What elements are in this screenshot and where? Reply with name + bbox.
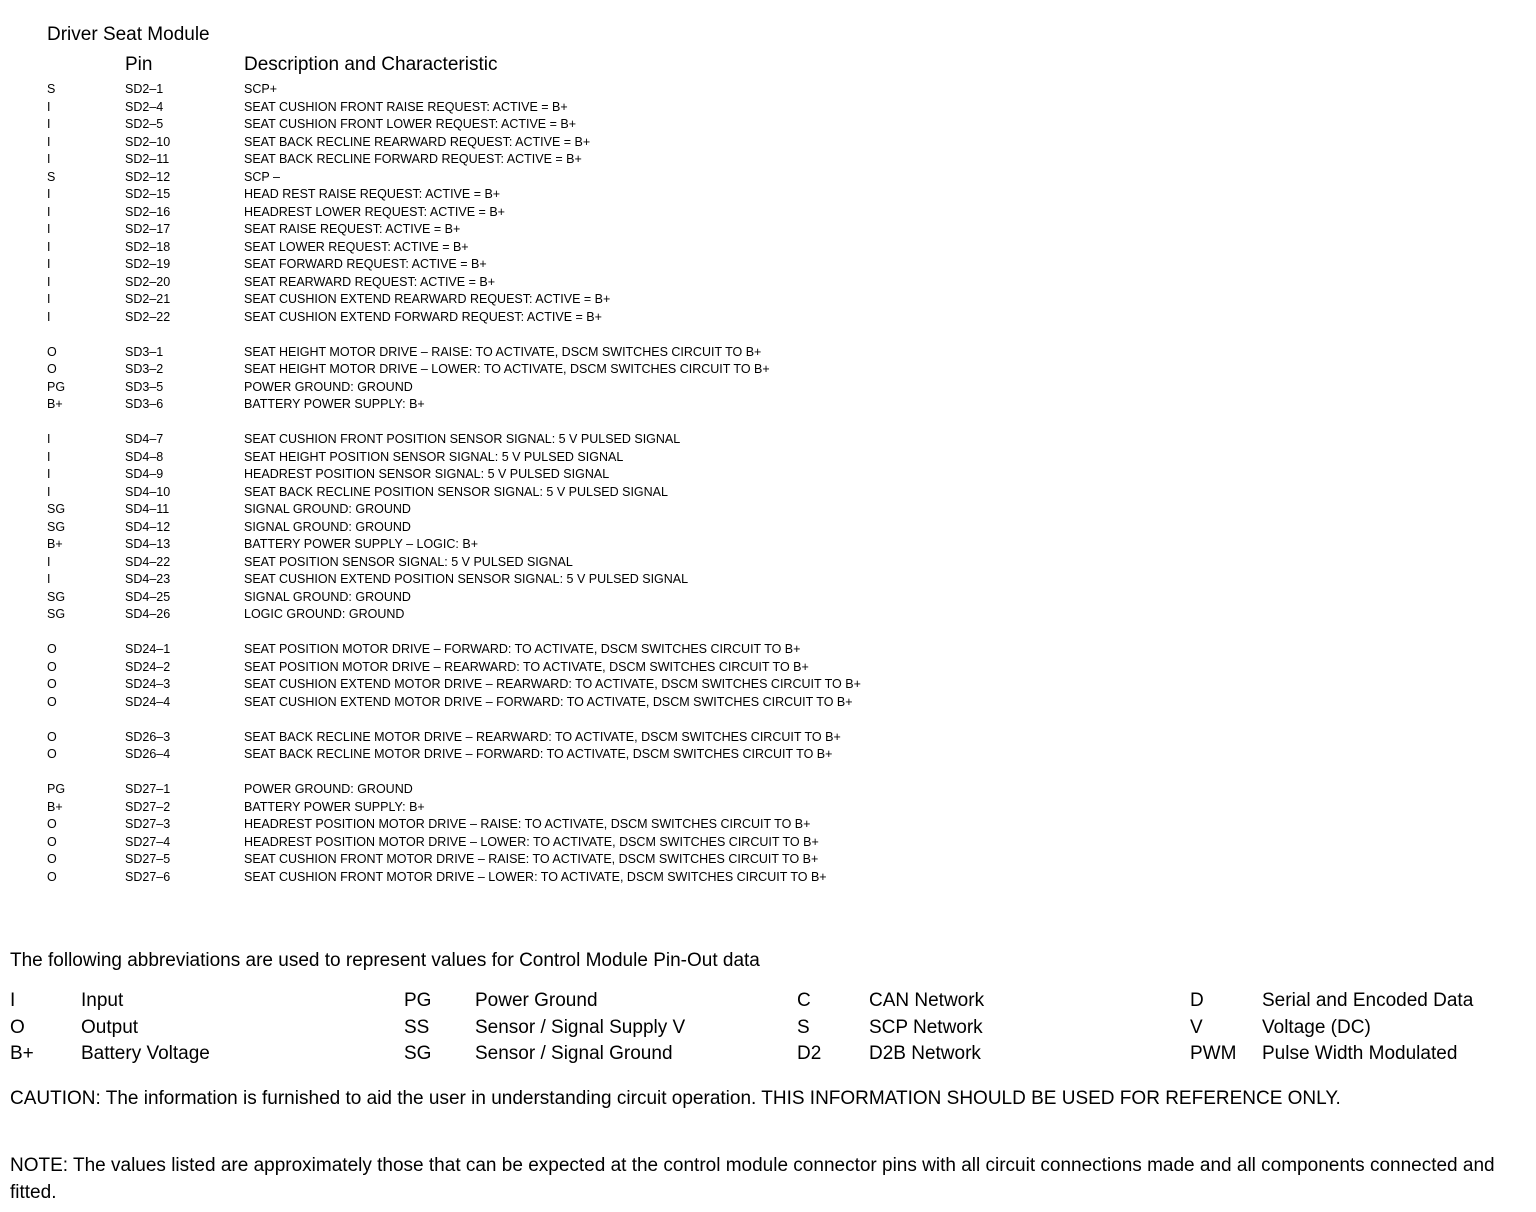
abbreviation-code: C [797,990,811,1011]
pin-id: SD4–23 [125,572,171,586]
pin-description: SEAT REARWARD REQUEST: ACTIVE = B+ [244,274,495,289]
pin-description: SEAT LOWER REQUEST: ACTIVE = B+ [244,239,469,254]
pin-type: O [47,869,57,884]
pin-type: PG [47,782,66,796]
abbreviation-meaning: Sensor / Signal Supply V [475,1016,686,1038]
abbreviation-meaning: Serial and Encoded Data [1262,990,1474,1011]
pin-row [47,151,1047,169]
pin-row [47,291,1047,309]
pin-type: I [47,239,51,254]
abbreviation-code: SG [404,1043,432,1064]
pin-type: I [47,117,51,131]
pin-id: SD4–26 [125,607,171,621]
abbreviations-title: The following abbreviations are used to represent values for Control Module Pin-Out data [10,950,760,971]
abbreviation-meaning: Voltage (DC) [1262,1016,1371,1038]
pin-id: SD2–17 [125,222,171,236]
pin-id: SD2–20 [125,274,171,289]
pin-row [47,116,1047,134]
pin-row [47,344,1047,362]
pin-type: I [47,204,51,219]
pin-row [47,169,1047,187]
abbreviation-code: V [1190,1016,1203,1038]
pin-id: SD27–1 [125,782,171,796]
pin-description: SEAT BACK RECLINE MOTOR DRIVE – FORWARD: TO ACTIVATE, DSCM SWITCHES CIRCUIT TO B+ [244,747,833,761]
pin-group [47,729,1047,764]
pin-id: SD2–19 [125,257,171,271]
pin-description: SEAT BACK RECLINE POSITION SENSOR SIGNAL: 5 V PULSED SIGNAL [244,484,668,499]
pin-id: SD4–22 [125,554,171,569]
pin-group [47,81,1047,326]
pin-row [47,186,1047,204]
pin-description: SIGNAL GROUND: GROUND [244,589,411,604]
pin-id: SD3–2 [125,362,164,376]
pin-row [47,396,1047,414]
abbreviation-row [10,988,1530,1015]
pin-id: SD4–12 [125,519,171,534]
pin-id: SD2–11 [125,152,170,166]
pin-description: SEAT BACK RECLINE REARWARD REQUEST: ACTIVE = B+ [244,134,591,149]
pin-id: SD26–4 [125,747,171,761]
pin-description: SEAT BACK RECLINE MOTOR DRIVE – REARWARD: TO ACTIVATE, DSCM SWITCHES CIRCUIT TO B+ [244,729,841,744]
pin-row [47,309,1047,327]
abbreviation-meaning: SCP Network [869,1016,983,1038]
pin-row [47,851,1047,869]
abbreviation-meaning: CAN Network [869,990,985,1011]
pin-row [47,239,1047,257]
pin-row [47,659,1047,677]
abbreviation-code: B+ [10,1043,34,1064]
pin-row [47,816,1047,834]
pin-type: O [47,362,57,376]
pin-id: SD2–12 [125,169,171,184]
pin-id: SD2–4 [125,99,164,114]
pin-type: SG [47,502,66,516]
pin-type: O [47,747,57,761]
pin-row [47,256,1047,274]
pin-description: SEAT RAISE REQUEST: ACTIVE = B+ [244,222,461,236]
pin-type: O [47,852,57,866]
pin-type: O [47,642,57,656]
abbreviation-code: D2 [797,1043,822,1064]
pin-id: SD2–22 [125,309,171,324]
pin-id: SD27–3 [125,817,171,831]
pin-type: I [47,187,51,201]
pin-description: SIGNAL GROUND: GROUND [244,519,411,534]
pin-description: BATTERY POWER SUPPLY – LOGIC: B+ [244,537,478,551]
pin-type: I [47,309,51,324]
pin-id: SD27–4 [125,834,171,849]
pin-row [47,869,1047,887]
pin-type: PG [47,379,66,394]
pin-id: SD4–9 [125,467,164,481]
pin-description: BATTERY POWER SUPPLY: B+ [244,397,425,411]
abbreviation-code: PWM [1190,1043,1237,1064]
pin-type: O [47,817,57,831]
pin-row [47,729,1047,747]
pin-row [47,589,1047,607]
pin-id: SD24–1 [125,642,171,656]
pin-type: O [47,344,57,359]
pin-group [47,344,1047,414]
pin-description: SIGNAL GROUND: GROUND [244,502,411,516]
abbreviation-meaning: D2B Network [869,1043,981,1064]
pin-description: POWER GROUND: GROUND [244,782,413,796]
pin-description: SEAT CUSHION EXTEND MOTOR DRIVE – FORWARD: TO ACTIVATE, DSCM SWITCHES CIRCUIT TO B+ [244,694,853,709]
pin-row [47,361,1047,379]
pin-id: SD3–6 [125,397,164,411]
pin-description: SEAT HEIGHT MOTOR DRIVE – LOWER: TO ACTIVATE, DSCM SWITCHES CIRCUIT TO B+ [244,362,770,376]
pin-row [47,379,1047,397]
pin-row [47,501,1047,519]
abbreviation-meaning: Sensor / Signal Ground [475,1043,673,1064]
pin-row [47,431,1047,449]
pin-id: SD26–3 [125,729,171,744]
pin-description: SEAT CUSHION EXTEND MOTOR DRIVE – REARWARD: TO ACTIVATE, DSCM SWITCHES CIRCUIT TO B+ [244,677,861,691]
abbreviation-meaning: Input [81,990,124,1011]
pin-row [47,466,1047,484]
pin-description: SCP+ [244,82,278,96]
pin-id: SD24–4 [125,694,171,709]
pin-row [47,746,1047,764]
pin-id: SD2–10 [125,134,171,149]
pin-description: SEAT CUSHION EXTEND FORWARD REQUEST: ACTIVE = B+ [244,309,602,324]
pin-description: SEAT CUSHION FRONT LOWER REQUEST: ACTIVE = B+ [244,117,577,131]
pin-type: B+ [47,537,63,551]
pin-description: HEADREST POSITION MOTOR DRIVE – RAISE: TO ACTIVATE, DSCM SWITCHES CIRCUIT TO B+ [244,817,811,831]
pin-type: SG [47,607,66,621]
pin-type: O [47,729,57,744]
pin-id: SD4–8 [125,449,164,464]
pin-id: SD4–11 [125,502,170,516]
pin-row [47,694,1047,712]
pin-type: I [47,572,51,586]
pin-row [47,676,1047,694]
pin-description: HEADREST POSITION SENSOR SIGNAL: 5 V PULSED SIGNAL [244,467,610,481]
pin-group [47,781,1047,886]
pin-id: SD2–16 [125,204,171,219]
pin-type: O [47,659,57,674]
pin-description: SEAT CUSHION FRONT RAISE REQUEST: ACTIVE = B+ [244,99,568,114]
pin-type: I [47,467,51,481]
pin-description: SEAT POSITION MOTOR DRIVE – FORWARD: TO ACTIVATE, DSCM SWITCHES CIRCUIT TO B+ [244,642,801,656]
pin-type: S [47,82,56,96]
pin-type: I [47,554,51,569]
abbreviation-meaning: Battery Voltage [81,1043,210,1064]
pin-description: HEADREST POSITION MOTOR DRIVE – LOWER: TO ACTIVATE, DSCM SWITCHES CIRCUIT TO B+ [244,834,819,849]
pin-row [47,484,1047,502]
pin-type: I [47,99,51,114]
pin-description: LOGIC GROUND: GROUND [244,607,405,621]
pin-id: SD24–3 [125,677,171,691]
pin-type: I [47,152,51,166]
pin-type: SG [47,589,66,604]
abbreviation-code: D [1190,990,1204,1011]
pin-type: I [47,484,51,499]
pin-row [47,799,1047,817]
pin-type: I [47,222,51,236]
pin-row [47,204,1047,222]
pin-description: SEAT CUSHION FRONT MOTOR DRIVE – RAISE: TO ACTIVATE, DSCM SWITCHES CIRCUIT TO B+ [244,852,819,866]
pin-id: SD2–18 [125,239,171,254]
pin-description: SEAT CUSHION EXTEND POSITION SENSOR SIGNAL: 5 V PULSED SIGNAL [244,572,689,586]
pin-row [47,81,1047,99]
module-title: Driver Seat Module [47,24,210,45]
abbreviation-code: O [10,1016,25,1038]
abbreviation-code: S [797,1016,810,1038]
description-column-header: Description and Characteristic [244,54,498,75]
pin-column-header: Pin [125,54,153,75]
pin-id: SD3–1 [125,344,164,359]
pin-description: SEAT FORWARD REQUEST: ACTIVE = B+ [244,257,487,271]
pin-group [47,431,1047,624]
pin-description: SEAT CUSHION FRONT POSITION SENSOR SIGNAL: 5 V PULSED SIGNAL [244,432,681,446]
pin-table [47,81,1047,904]
abbreviation-meaning: Pulse Width Modulated [1262,1043,1458,1064]
pin-row [47,554,1047,572]
abbreviation-code: SS [404,1016,430,1038]
abbreviation-meaning: Output [81,1016,139,1038]
abbreviation-code: PG [404,990,432,1011]
pin-id: SD2–5 [125,117,164,131]
pin-description: BATTERY POWER SUPPLY: B+ [244,799,425,814]
pin-description: HEADREST LOWER REQUEST: ACTIVE = B+ [244,204,505,219]
pin-row [47,449,1047,467]
pin-row [47,274,1047,292]
pin-description: SEAT POSITION MOTOR DRIVE – REARWARD: TO ACTIVATE, DSCM SWITCHES CIRCUIT TO B+ [244,659,809,674]
pin-description: SEAT BACK RECLINE FORWARD REQUEST: ACTIVE = B+ [244,152,582,166]
note-text: NOTE: The values listed are approximately those that can be expected at the control module connector pins with all circuit connections made and all components connected and fitted. [10,1155,1495,1203]
pin-id: SD27–6 [125,869,171,884]
pin-id: SD27–5 [125,852,171,866]
pin-id: SD4–25 [125,589,171,604]
pin-id: SD4–10 [125,484,171,499]
pin-type: I [47,257,51,271]
pin-type: I [47,292,51,306]
pin-row [47,834,1047,852]
pin-id: SD4–13 [125,537,171,551]
pin-row [47,641,1047,659]
pin-id: SD2–1 [125,82,164,96]
pin-type: I [47,449,51,464]
abbreviation-code: I [10,990,16,1011]
pin-description: HEAD REST RAISE REQUEST: ACTIVE = B+ [244,187,501,201]
pin-type: B+ [47,799,63,814]
pin-description: SEAT HEIGHT POSITION SENSOR SIGNAL: 5 V PULSED SIGNAL [244,449,624,464]
pin-id: SD4–7 [125,432,164,446]
pin-description: SCP – [244,169,280,184]
abbreviation-row [10,1041,1530,1068]
pin-row [47,536,1047,554]
pin-id: SD2–21 [125,292,171,306]
pin-row [47,781,1047,799]
pin-row [47,519,1047,537]
abbreviation-meaning: Power Ground [475,990,598,1011]
pin-id: SD24–2 [125,659,171,674]
pin-row [47,606,1047,624]
pin-group [47,641,1047,711]
pin-type: I [47,432,51,446]
pin-type: O [47,834,57,849]
pin-description: SEAT CUSHION FRONT MOTOR DRIVE – LOWER: TO ACTIVATE, DSCM SWITCHES CIRCUIT TO B+ [244,869,827,884]
pin-description: POWER GROUND: GROUND [244,379,413,394]
pin-type: S [47,169,56,184]
pin-id: SD2–15 [125,187,171,201]
pin-type: B+ [47,397,63,411]
pin-id: SD3–5 [125,379,164,394]
pin-description: SEAT POSITION SENSOR SIGNAL: 5 V PULSED SIGNAL [244,554,573,569]
pin-type: I [47,134,51,149]
pin-row [47,134,1047,152]
pin-type: O [47,694,57,709]
pin-row [47,571,1047,589]
pin-description: SEAT HEIGHT MOTOR DRIVE – RAISE: TO ACTIVATE, DSCM SWITCHES CIRCUIT TO B+ [244,344,762,359]
pin-row [47,99,1047,117]
pin-id: SD27–2 [125,799,171,814]
pin-type: SG [47,519,66,534]
pin-type: I [47,274,51,289]
abbreviations-legend [10,988,1530,1068]
caution-note: CAUTION: The information is furnished to aid the user in understanding circuit operation. THIS INFORMATION SHOULD BE USED FOR REFERENCE ONLY. [10,1088,1341,1109]
pin-type: O [47,677,57,691]
pin-row [47,221,1047,239]
abbreviation-row [10,1015,1530,1042]
pin-description: SEAT CUSHION EXTEND REARWARD REQUEST: ACTIVE = B+ [244,292,611,306]
